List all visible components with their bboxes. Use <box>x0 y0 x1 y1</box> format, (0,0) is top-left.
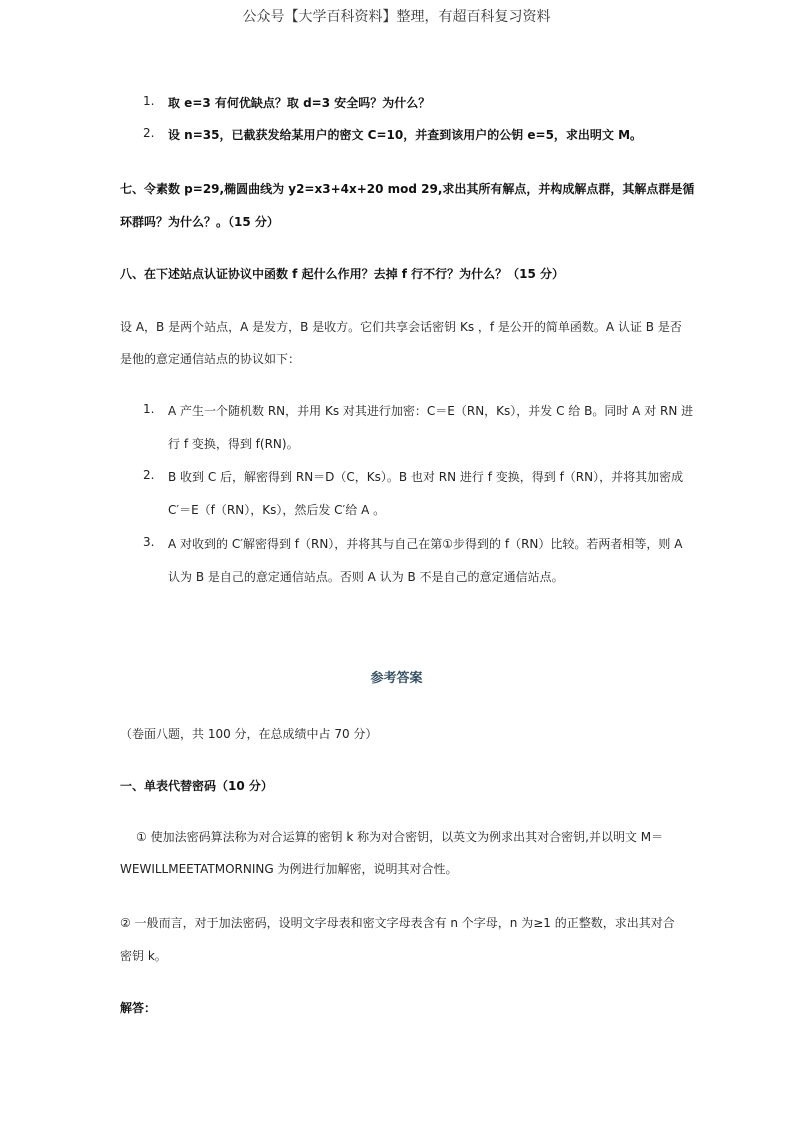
q6-item-2-text: 设 n=35，已截获发给某用户的密文 C=10，并查到该用户的公钥 e=5，求出明文 M。 <box>168 128 643 142</box>
q8-step-1-line-1: A 产生一个随机数 RN，并用 Ks 对其进行加密：C＝E（RN，Ks），并发 C 给 B。同时 A 对 RN 进 <box>168 404 694 418</box>
section-1-title: 一、单表代替密码（10 分） <box>120 779 273 793</box>
q8-step-2-line-1: B 收到 C 后，解密得到 RN＝D（C，Ks）。B 也对 RN 进行 f 变换，得到 f（RN），并将其加密成 <box>168 470 684 484</box>
q8-intro-line-1: 设 A，B 是两个站点，A 是发方，B 是收方。它们共享会话密钥 Ks ，f 是公开的简单函数。A 认证 B 是否 <box>120 320 682 334</box>
q8-intro-line-2: 是他的意定通信站点的协议如下： <box>120 352 301 366</box>
q7-line-1: 七、令素数 p=29,椭圆曲线为 y2=x3+4x+20 mod 29,求出其所有解点，并构成解点群，其解点群是循 <box>120 182 695 196</box>
q6-item-2-number: 2. <box>143 126 155 140</box>
q8-step-3-number: 3. <box>143 535 155 549</box>
solution-label: 解答： <box>120 1001 157 1015</box>
q6-item-1-number: 1. <box>143 94 155 108</box>
q8-step-3-line-1: A 对收到的 C′解密得到 f（RN），并将其与自己在第①步得到的 f（RN）比较。若两者相等，则 A <box>168 537 683 551</box>
q8-step-1-number: 1. <box>143 402 155 416</box>
q8-step-2-line-2: C′＝E（f（RN），Ks），然后发 C′给 A 。 <box>168 503 386 517</box>
answers-title: 参考答案 <box>370 671 423 686</box>
q8-step-1-line-2: 行 f 变换，得到 f(RN)。 <box>168 437 299 451</box>
answer-item-1-line-2: WEWILLMEETATMORNING 为例进行加解密，说明其对合性。 <box>120 862 458 876</box>
q6-item-1-text: 取 e=3 有何优缺点？取 d=3 安全吗？为什么？ <box>168 96 431 110</box>
answer-item-2-line-1: ② 一般而言，对于加法密码，设明文字母表和密文字母表含有 n 个字母，n 为≥1 的正整数，求出其对合 <box>120 916 675 930</box>
answer-item-1-line-1: ① 使加法密码算法称为对合运算的密钥 k 称为对合密钥，以英文为例求出其对合密钥,并以明文 M＝ <box>136 830 664 844</box>
page-header: 公众号【大学百科资料】整理，有超百科复习资料 <box>242 9 551 25</box>
answers-score-note: （卷面八题，共 100 分，在总成绩中占 70 分） <box>120 727 378 741</box>
q8-title: 八、在下述站点认证协议中函数 f 起什么作用？去掉 f 行不行？为什么？（15 分） <box>120 267 565 281</box>
q8-step-3-line-2: 认为 B 是自己的意定通信站点。否则 A 认为 B 不是自己的意定通信站点。 <box>168 570 564 584</box>
answer-item-2-line-2: 密钥 k。 <box>120 949 167 963</box>
q8-step-2-number: 2. <box>143 468 155 482</box>
q7-line-2: 环群吗？为什么？。（15 分） <box>120 215 279 229</box>
